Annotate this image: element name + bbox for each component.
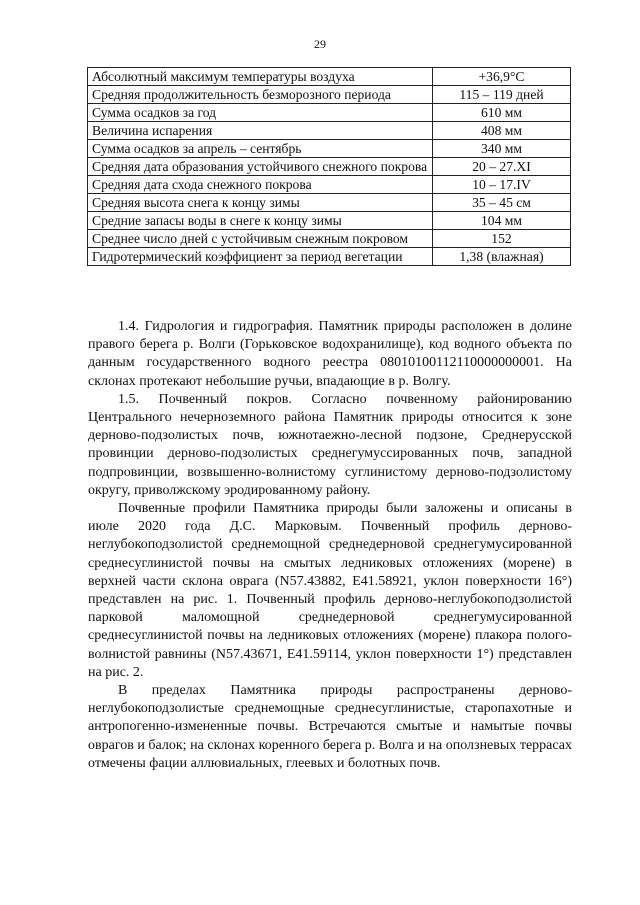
- table-cell-parameter: Средняя дата образования устойчивого снежного покрова: [88, 158, 433, 176]
- table-row: [88, 122, 571, 140]
- paragraph-soil-types: В пределах Памятника природы распространены дерново-неглубокоподзолистые среднемощные среднесуглинистые, старопахотные и антропогенно-измененные почвы. Встречаются смытые и намытые почвы оврагов и балок; на склонах коренного берега р. Волга и на оползневых террасах отмечены фации аллювиальных, глеевых и болотных почв.: [88, 683, 572, 771]
- table-cell-value: 152: [433, 230, 571, 248]
- table-cell-parameter: Абсолютный максимум температуры воздуха: [88, 68, 433, 86]
- table-row: [88, 104, 571, 122]
- table-cell-parameter: Сумма осадков за год: [88, 104, 433, 122]
- table-cell-value: 1,38 (влажная): [433, 248, 571, 266]
- table-cell-value: 20 – 27.XI: [433, 158, 571, 176]
- table-cell-parameter: Средняя продолжительность безморозного периода: [88, 86, 433, 104]
- table-row: [88, 248, 571, 266]
- table-row: [88, 68, 571, 86]
- body-text: [88, 318, 572, 773]
- table-cell-parameter: Гидротермический коэффициент за период вегетации: [88, 248, 433, 266]
- table-cell-value: 35 – 45 см: [433, 194, 571, 212]
- table-cell-parameter: Средние запасы воды в снеге к концу зимы: [88, 212, 433, 230]
- table-row: [88, 158, 571, 176]
- page-number: 29: [314, 37, 326, 51]
- paragraph-hydrology: 1.4. Гидрология и гидрография. Памятник природы расположен в долине правого берега р. Волги (Горьковское водохранилище), код водного объекта по данным государственного водного реестра 08010100112110000000001. На склонах протекают небольшие ручьи, впадающие в р. Волгу.: [88, 319, 572, 389]
- table-cell-parameter: Сумма осадков за апрель – сентябрь: [88, 140, 433, 158]
- table-row: [88, 212, 571, 230]
- paragraph-soil-profiles: Почвенные профили Памятника природы были заложены и описаны в июле 2020 года Д.С. Марковым. Почвенный профиль дерново-неглубокоподзолистой среднемощной среднедерновой среднегумусированной среднесуглинистой почвы на смытых ледниковых отложениях (морене) в верхней части склона оврага (N57.43882, E41.58921, уклон поверхности 16°) представлен на рис. 1. Почвенный профиль дерново-неглубокоподзолистой парковой маломощной среднедерновой среднегумусированной среднесуглинистой почвы на ледниковых отложениях (морене) плакора полого-волнистой равнины (N57.43671, E41.59114, уклон поверхности 1°) представлен на рис. 2.: [88, 501, 572, 680]
- table-cell-value: 104 мм: [433, 212, 571, 230]
- climate-table: [87, 67, 571, 266]
- table-cell-value: +36,9°С: [433, 68, 571, 86]
- table-cell-value: 115 – 119 дней: [433, 86, 571, 104]
- table-cell-value: 340 мм: [433, 140, 571, 158]
- table-cell-value: 408 мм: [433, 122, 571, 140]
- table-cell-parameter: Среднее число дней с устойчивым снежным покровом: [88, 230, 433, 248]
- table-cell-parameter: Средняя дата схода снежного покрова: [88, 176, 433, 194]
- table-cell-value: 610 мм: [433, 104, 571, 122]
- table-cell-parameter: Величина испарения: [88, 122, 433, 140]
- table-row: [88, 230, 571, 248]
- table-row: [88, 194, 571, 212]
- paragraph-soil-cover: 1.5. Почвенный покров. Согласно почвенному районированию Центрального нечерноземного района Памятник природы относится к зоне дерново-подзолистых почв, южнотаежно-лесной подзоне, Среднерусской провинции дерново-подзолистых среднегумуссированных почв, западной подпровинции, возвышенно-волнистому суглинистому дерново-подзолистому округу, приволжскому эродированному району.: [88, 391, 572, 498]
- table-cell-value: 10 – 17.IV: [433, 176, 571, 194]
- table-cell-parameter: Средняя высота снега к концу зимы: [88, 194, 433, 212]
- table-row: [88, 86, 571, 104]
- table-row: [88, 176, 571, 194]
- table-row: [88, 140, 571, 158]
